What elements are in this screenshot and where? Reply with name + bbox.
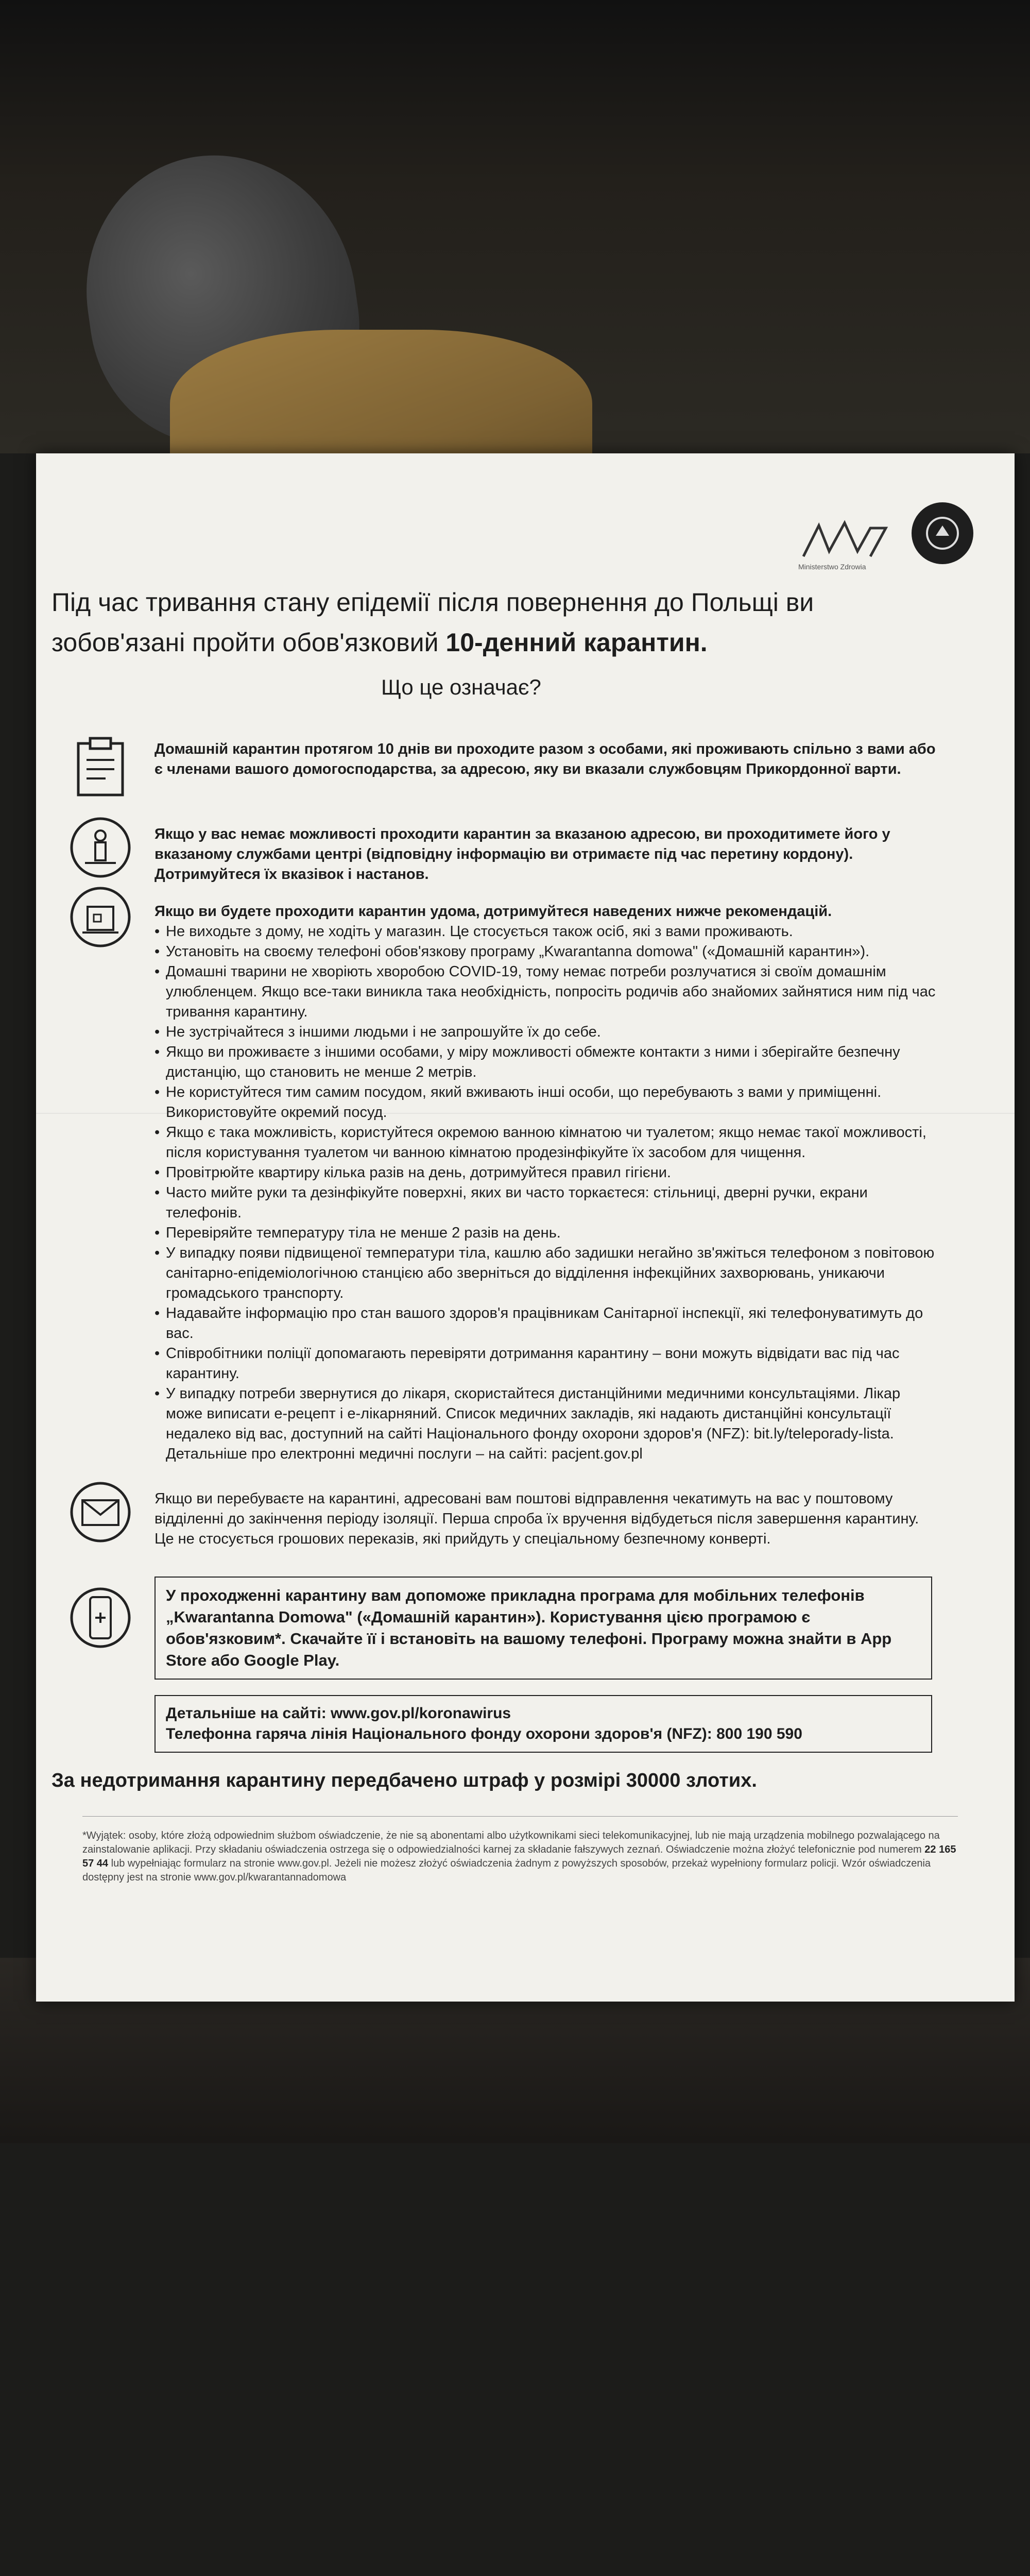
mail-text: Якщо ви перебуваєте на карантині, адресовані вам поштові відправлення чекатимуть на вас у поштовому відділенні до закінчення періоду ізоляції. Перша спроба їх вручення відбудеться після завершення карантину. Це не стосується грошових переказів, які прийдуть у спеціальному безпечному конверті. (154, 1490, 919, 1547)
intro-text: Домашній карантин протягом 10 днів ви проходите разом з особами, які проживають спільно з вами або є членами вашого домогосподарства, за адресою, яку ви вказали службовцям Прикордонної варти. (154, 741, 936, 777)
footnote (82, 1829, 958, 1885)
clipboard-icon (67, 734, 134, 801)
home-icon (67, 884, 134, 951)
fine-warning: За недотримання карантину передбачено штраф у розмірі 30000 злотих. (52, 1770, 757, 1791)
background-scene-top (0, 0, 1030, 453)
list-item: • Не зустрічайтеся з іншими людьми і не запрошуйте їх до себе. (154, 1022, 937, 1042)
mobile-phone-icon (67, 1584, 134, 1651)
list-item: • Не користуйтеся тим самим посудом, який вживають інші особи, що перебувають з вами у приміщенні. Використовуйте окремий посуд. (154, 1082, 937, 1123)
logo-caption: Ministerstwo Zdrowia (798, 563, 866, 571)
list-item: • Надавайте інформацію про стан вашого здоров'я працівникам Санітарної інспекції, які телефонуватимуть до вас. (154, 1303, 937, 1344)
website-line: Детальніше на сайті: www.gov.pl/koronawirus (166, 1705, 511, 1722)
list-item: • Провітрюйте квартиру кілька разів на день, дотримуйтеся правил гігієни. (154, 1163, 937, 1183)
footnote-phone: 22 165 57 44 (82, 1844, 956, 1869)
footnote-divider (82, 1816, 958, 1817)
emblem-seal-icon (912, 502, 973, 564)
list-item: • Якщо є така можливість, користуйтеся окремою ванною кімнатою чи туалетом; якщо немає такої можливості, після користування туалетом чи ванною кімнатою продезінфікуйте їх засобом для чищення. (154, 1123, 937, 1163)
center-text: Якщо у вас немає можливості проходити карантин за вказаною адресою, ви проходитимете його у вказаному службами центрі (відповідну інформацію ви отримаєте під час перетину кордону). Дотримуйтеся їх вказівок і настанов. (154, 826, 890, 883)
list-item: • Перевіряйте температуру тіла не менше 2 разів на день. (154, 1223, 937, 1243)
page-subtitle: Що це означає? (381, 675, 541, 699)
ministry-logo (798, 515, 927, 592)
title-quarantine: 10-денний карантин. (445, 628, 708, 657)
footnote-text-1: *Wyjątek: osoby, które złożą odpowiednim służbom oświadczenie, że nie są abonentami albo użytkownikami sieci telekomunikacyjnej, lub nie mają urządzenia mobilnego pozwalającego na zainstalowanie aplikacji. Przy składaniu oświadczenia ostrzega się o odpowiedzialności karnej za składanie fałszywych zeznań. Oświadczenie można złożyć telefonicznie pod numerem (82, 1830, 940, 1855)
list-item: • Якщо ви проживаєте з іншими особами, у міру можливості обмежте контакти з ними і зберігайте безпечну дистанцію, що становить не менше 2 метрів. (154, 1042, 937, 1082)
home-rules-list (154, 922, 937, 1464)
list-item: • У випадку потреби звернутися до лікаря, скористайтеся дистанційними медичними консультаціями. Лікар може виписати е-рецепт і е-лікарняний. Список медичних закладів, які надають дистанційні консультації недалеко від вас, доступний на сайті Національного фонду охорони здоров'я (NFZ): bit.ly/teleporady-lista. Детальніше про електронні медичні послуги – на сайті: pacjent.gov.pl (154, 1384, 937, 1464)
list-item: • Домашні тварини не хворіють хворобою COVID-19, тому немає потреби розлучатися зі своїм домашнім улюбленцем. Якщо все-таки виникла така необхідність, попросіть родичів або знайомих зайнятися ним під час тривання карантину. (154, 962, 937, 1022)
home-rules-heading: Якщо ви будете проходити карантин удома, дотримуйтеся наведених нижче рекомендацій. (154, 903, 832, 920)
mail-icon (67, 1479, 134, 1546)
page-title (52, 582, 953, 663)
list-item: • Співробітники поліції допомагають перевіряти дотримання карантину – вони можуть відвідати вас під час карантину. (154, 1344, 937, 1384)
leaflet-paper (36, 453, 1015, 2002)
title-main: Під час тривання стану епідемії після повернення до Польщі ви зобов'язані пройти обов'язковий (52, 588, 814, 657)
hotline-line: Телефонна гаряча лінія Національного фонду охорони здоров'я (NFZ): 800 190 590 (166, 1725, 802, 1742)
contact-box (154, 1695, 932, 1753)
app-info-box: У проходженні карантину вам допоможе прикладна програма для мобільних телефонів „Kwarantanna Domowa" («Домашній карантин»). Користування цією програмою є обов'язковим*. Скачайте її і встановіть на вашому телефоні. Програму можна знайти в App Store або Google Play. (154, 1577, 932, 1680)
list-item: • Не виходьте з дому, не ходіть у магазин. Це стосується також осіб, які з вами проживають. (154, 922, 937, 942)
person-center-icon (67, 814, 134, 881)
list-item: • У випадку появи підвищеної температури тіла, кашлю або задишки негайно зв'яжіться телефоном з повітовою санітарно-епідеміологічною станцією або зверніться до відділення інфекційних захворювань, уникаючи громадського транспорту. (154, 1243, 937, 1303)
list-item: • Установіть на своєму телефоні обов'язкову програму „Kwarantanna domowa" («Домашній карантин»). (154, 942, 937, 962)
footnote-text-2: lub wypełniając formularz na stronie www.gov.pl. Jeżeli nie możesz złożyć oświadczenia żadnym z powyższych sposobów, przekaż wypełniony formularz policji. Wzór oświadczenia dostępny jest na stronie www.gov.pl/kwarantannadomowa (82, 1858, 931, 1883)
home-quarantine-section (154, 902, 937, 1464)
list-item: • Часто мийте руки та дезінфікуйте поверхні, яких ви часто торкаєтеся: стільниці, дверні ручки, екрани телефонів. (154, 1183, 937, 1223)
ministry-logo-icon (798, 515, 901, 562)
